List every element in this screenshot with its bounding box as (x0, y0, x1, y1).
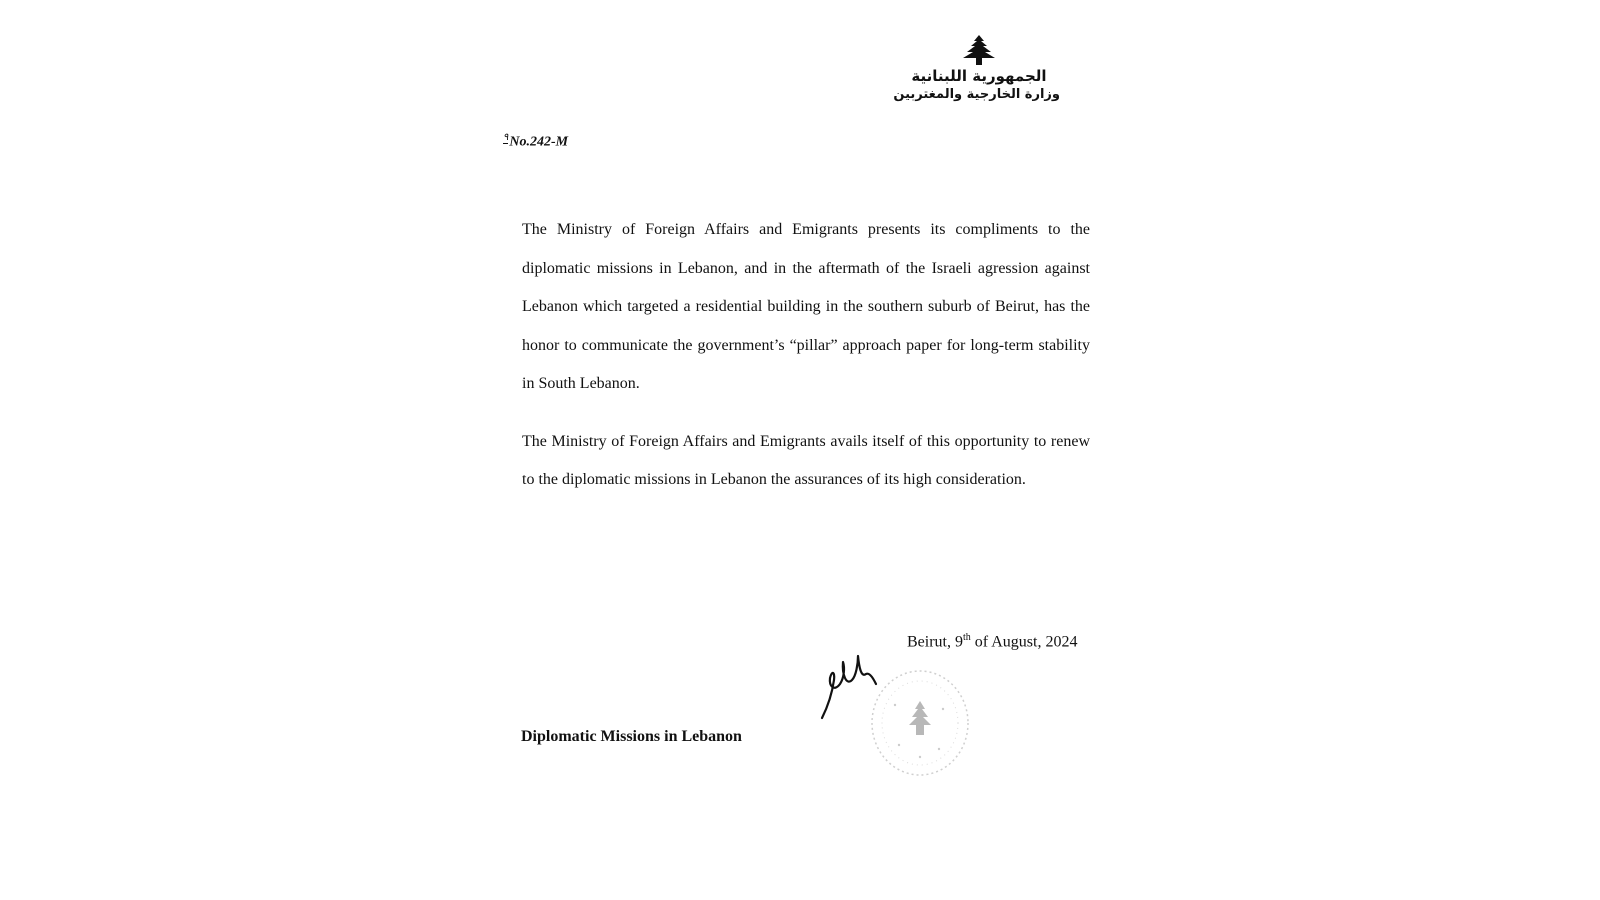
letterhead-republic: الجمهورية اللبنانية (911, 67, 1047, 85)
letterhead (893, 34, 1060, 104)
stamp-icon (865, 665, 975, 781)
date-rest: of August, 2024 (970, 633, 1078, 651)
reference-number-text: No.242-M (509, 134, 569, 150)
letterhead-ministry: وزارة الخارجية والمغتربين (893, 87, 1060, 102)
reference-number (503, 132, 568, 151)
cedar-icon (957, 34, 1001, 66)
date-suffix: th (963, 632, 971, 643)
addressee: Diplomatic Missions in Lebanon (521, 728, 742, 745)
date-prefix: Beirut, 9 (907, 633, 963, 651)
paragraph-compliments: The Ministry of Foreign Affairs and Emigrants presents its compliments to the diplomatic missions in Lebanon, and in the aftermath of the Israeli agression against Lebanon which targeted a residential building in the southern suburb of Beirut, has the honor to communicate the government’s “pillar” approach paper for long-term stability in South Lebanon. (522, 221, 1090, 392)
reference-mark: ٩ (503, 132, 509, 143)
note-body (522, 211, 1090, 519)
paragraph-closing: The Ministry of Foreign Affairs and Emigrants avails itself of this opportunity to renew to the diplomatic missions in Lebanon the assurances of its high consideration. (522, 432, 1090, 488)
date-line (907, 632, 1077, 651)
